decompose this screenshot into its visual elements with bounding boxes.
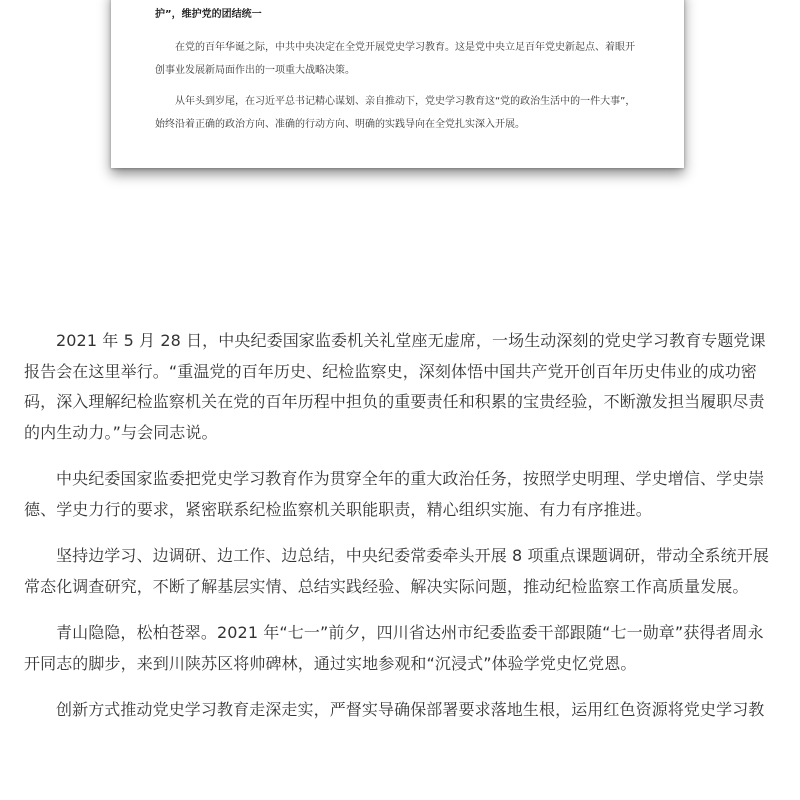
article-paragraph: 中央纪委国家监委把党史学习教育作为贯穿全年的重大政治任务，按照学史明理、学史增信、学史崇德、学史力行的要求，紧密联系纪检监察机关职能职责，精心组织实施、有力有序推进。 <box>24 469 765 519</box>
doc-paragraph: 从年头到岁尾，在习近平总书记精心谋划、亲自推动下，党史学习教育这“党的政治生活中的一件大事”，始终沿着正确的政治方向、准确的行动方向、明确的实践导向在全党扎实深入开展。 <box>155 96 636 130</box>
article-paragraph: 创新方式推动党史学习教育走深走实，严督实导确保部署要求落地生根，运用红色资源将党史学习教 <box>56 700 765 719</box>
article-body <box>24 326 778 742</box>
article-paragraph: 青山隐隐，松柏苍翠。2021 年“七一”前夕，四川省达州市纪委监委干部跟随“七一勋章”获得者周永开同志的脚步，来到川陕苏区将帅碑林，通过实地参观和“沉浸式”体验学党史忆党恩。 <box>24 623 764 673</box>
doc-paragraph: 在党的百年华诞之际，中共中央决定在全党开展党史学习教育。这是党中央立足百年党史新起点、着眼开创事业发展新局面作出的一项重大战略决策。 <box>155 42 635 76</box>
embedded-document-image <box>111 0 684 168</box>
doc-heading: 护”，维护党的团结统一 <box>155 9 262 20</box>
article-paragraph: 2021 年 5 月 28 日，中央纪委国家监委机关礼堂座无虚席，一场生动深刻的党史学习教育专题党课报告会在这里举行。“重温党的百年历史、纪检监察史，深刻体悟中国共产党开创百年历史伟业的成功密码，深入理解纪检监察机关在党的百年历程中担负的重要责任和积累的宝贵经验，不断激发担当履职尽责的内生动力。”与会同志说。 <box>24 331 766 442</box>
article-paragraph: 坚持边学习、边调研、边工作、边总结，中央纪委常委牵头开展 8 项重点课题调研，带动全系统开展常态化调查研究，不断了解基层实情、总结实践经验、解决实际问题，推动纪检监察工作高质量发展。 <box>24 546 769 596</box>
